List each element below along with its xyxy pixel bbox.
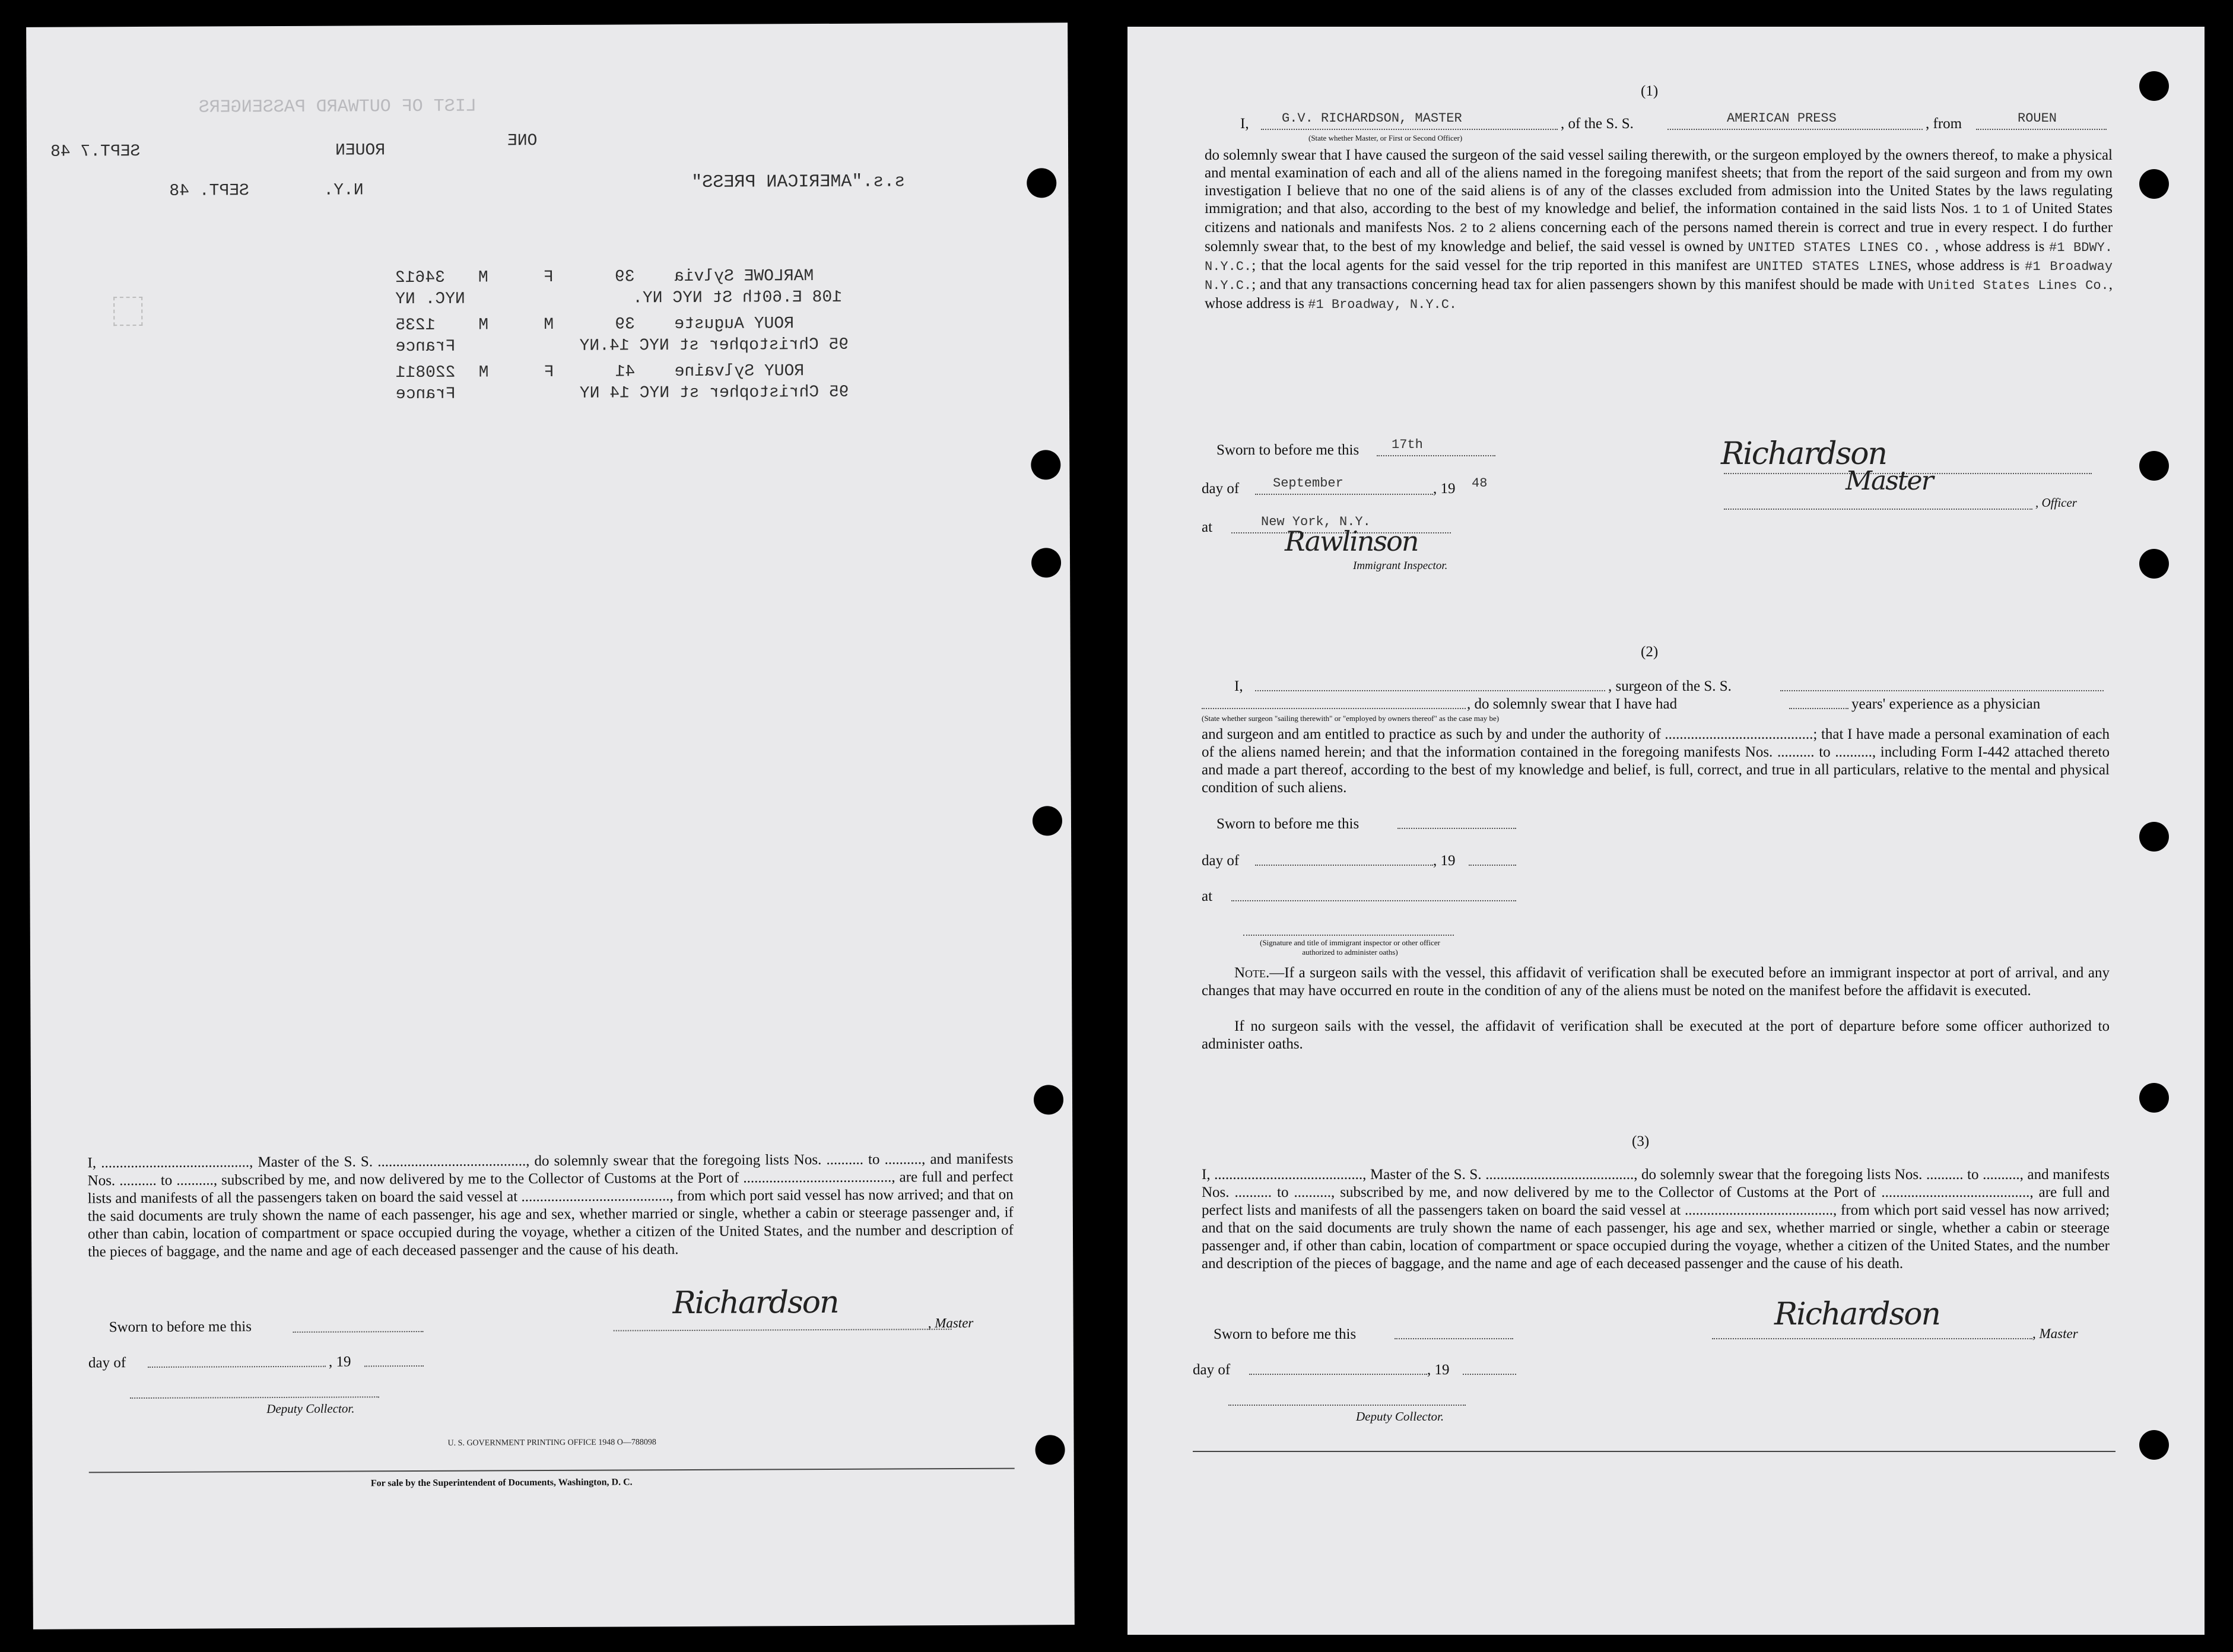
passenger-address: 95 Christopher st NYC 14.NY (579, 335, 849, 355)
passenger-number: 1235 (395, 316, 436, 335)
s1-sworn-label: Sworn to before me this (1216, 442, 1360, 458)
s1-of-ss: , of the S. S. (1561, 116, 1634, 132)
passenger-sex: F (543, 268, 554, 287)
s1-at-label: at (1202, 519, 1213, 535)
binder-hole (2139, 549, 2169, 579)
s2-surgeon-label: , surgeon of the S. S. (1608, 678, 1732, 694)
right-page (1127, 27, 2205, 1635)
passenger-destination: France (395, 385, 456, 404)
s1-agents-text: that the local agents for the said vessel for the trip reported in this manifest are (1261, 258, 1751, 274)
bottom-rule (89, 1468, 1015, 1473)
s1-manifests-from: 2 (1459, 221, 1468, 236)
left-sworn-line (293, 1331, 424, 1333)
binder-hole (2139, 1083, 2169, 1113)
s2-at-label: at (1202, 888, 1213, 904)
section-2-number: (2) (1641, 644, 1659, 660)
section-1-number: (1) (1641, 83, 1659, 99)
s1-state-caption: (State whether Master, or First or Second Officer) (1308, 134, 1463, 142)
s1-manifests-to: 2 (1488, 221, 1497, 236)
s1-manifests-to-label: to (1472, 220, 1484, 236)
s1-headtax-text: ; and that any transactions concerning head tax for alien passengers shown by this manifest should be made with (1252, 277, 1924, 293)
s1-headtax-address: #1 Broadway, N.Y.C. (1308, 297, 1457, 312)
binder-hole (1031, 450, 1060, 479)
passenger-list (395, 266, 989, 404)
s1-day-of-label: day of (1202, 481, 1240, 497)
s1-para-c-text: aliens concerning each of the persons named therein is correct and true in every respect. I do further solemnly swear that, to the best of my knowledge and belief, the said vessel is owned by (1205, 220, 2113, 255)
passenger-name: ROUY Sylvaine (674, 362, 805, 382)
s2-years-line (1789, 708, 1848, 709)
s1-inspector-signature: Rawlinson (1285, 525, 1418, 557)
s1-owner-address: #1 BDWY. N.Y.C. (1205, 240, 2113, 274)
s2-state-caption: (State whether surgeon "sailing therewith" or "employed by owners thereof" as the case may be) (1202, 714, 1500, 723)
binder-hole (2139, 822, 2169, 852)
s3-master-line (1712, 1338, 2032, 1339)
s1-master-line (1261, 129, 1558, 130)
s1-month: September (1273, 476, 1343, 491)
passenger-sex: F (544, 363, 554, 382)
s2-note-label: Note. (1234, 965, 1270, 981)
passenger-age: 41 (615, 363, 636, 382)
binder-hole (1027, 168, 1056, 198)
s1-owner: UNITED STATES LINES CO. (1748, 240, 1931, 255)
left-year-label: , 19 (328, 1354, 351, 1370)
s2-years-label: years' experience as a physician (1851, 696, 2041, 712)
s1-from-line (1976, 129, 2107, 130)
for-sale-note: For sale by the Superintendent of Documents, Washington, D. C. (370, 1477, 633, 1489)
binder-hole (2139, 71, 2169, 101)
left-deputy-line (130, 1396, 379, 1399)
passenger-sex: M (544, 315, 554, 335)
s1-lists-to: 1 (2002, 202, 2010, 217)
s1-ship-line (1667, 129, 1923, 130)
binder-hole (2139, 1430, 2169, 1460)
passenger-number: 34612 (395, 268, 446, 288)
left-oath-text: I, ........................................, Master of the S. S. ........................................, do solemnly swear that the foregoing lists Nos. .......... to .........., and manifests Nos. .......... to .........., subscribed by me, and now delivered by me to the Collector of Customs at the Port of ........................................, are full and perfect lists and manifests of all the passengers taken on board the said vessel at ........................................, from which port said vessel has now arrived; and that on the said documents are truly shown the name of each passenger, his age and sex, whether married or single, whether a cabin or steerage passenger and, if other than cabin, location of compartment or space occupied during the voyage, whether a citizen of the United States, and the number and description of the pieces of baggage, and the name and age of each deceased passenger and the cause of his death. (87, 1151, 1014, 1260)
s2-ship-line (1780, 690, 2104, 691)
ghost-header-line1: LIST OF OUTWARD PASSENGERS (198, 96, 477, 118)
right-bottom-rule (1193, 1451, 2116, 1452)
s3-year-label: , 19 (1427, 1362, 1450, 1378)
s2-day-line (1255, 865, 1433, 866)
s1-owner-address-label: , whose address is (1935, 239, 2045, 255)
s2-year-line (1469, 865, 1516, 866)
s1-para-a-text: do solemnly swear that I have caused the surgeon of the said vessel sailing therewith, or the surgeon employed by the owners thereof, to make a physical and mental examination of each and all of the aliens named in the foregoing manifest sheets; that from the report of the said surgeon and from my own investigation I believe that no one of the said aliens is of any of the classes excluded from admission into the United States by the laws regulating immigration; and that also, according to the best of my knowledge and belief, the information contained in the said lists Nos. (1205, 147, 2113, 217)
s3-oath-text: I, ........................................, Master of the S. S. ........................................, do solemnly swear that the foregoing lists Nos. .......... to .........., and manifests Nos. .......... to .........., subscribed by me, and now delivered by me to the Collector of Customs at the Port of ........................................, are full and perfect lists and manifests of all the passengers taken on board the said vessel at ........................................, from which port said vessel has now arrived; and that on the said documents are truly shown the name of each passenger, his age and sex, whether married or single, whether a cabin or steerage passenger and, if other than cabin, location of compartment or space occupied during the voyage, whether a citizen of the United States, and the number and description of the pieces of baggage, and the name and age of each deceased passenger and the cause of his death. (1202, 1167, 2110, 1272)
s3-sworn-line (1395, 1338, 1513, 1339)
passenger-name: MARLOWE Sylvia (674, 267, 814, 287)
binder-hole (1033, 806, 1062, 835)
left-master-line (614, 1329, 952, 1331)
s2-note-1-text: —If a surgeon sails with the vessel, this affidavit of verification shall be executed before an immigrant inspector at port of arrival, and any changes that may have occurred en route in the condition of any of the aliens must be noted on the manifest before the affidavit is executed. (1202, 965, 2110, 999)
binder-hole (1035, 1435, 1065, 1464)
ghost-date-top: SEPT.7 48 (50, 142, 141, 161)
s2-at-line (1231, 900, 1516, 901)
s2-sailing-line (1202, 708, 1466, 709)
binder-hole (1031, 548, 1061, 577)
ghost-ship-name: s.s."AMERICAN PRESS" (691, 171, 906, 193)
s1-from-port: ROUEN (2018, 111, 2057, 126)
s1-agents: UNITED STATES LINES (1755, 259, 1908, 274)
binder-hole (1034, 1085, 1063, 1114)
left-day-of-label: day of (88, 1355, 126, 1371)
s1-lists-to-label: to (1986, 201, 1997, 217)
passenger-age: 39 (614, 268, 635, 287)
s1-headtax-address-label: , whose address is (1205, 277, 2113, 312)
s1-place: New York, N.Y. (1261, 514, 1371, 529)
s1-from-label: , from (1926, 116, 1962, 132)
s1-para-a: do solemnly swear that I have caused the surgeon of the said vessel sailing therewith, or the surgeon employed by the owners thereof, to make a physical and mental examination of each and all of the aliens named in the foregoing manifest sheets; that from the report of the said surgeon and from my own investigation I believe that no one of the said aliens is of any of the classes excluded from admission into the United States by the laws regulating immigration; and that also, according to the best of my knowledge and belief, the information contained in the said lists Nos. 1 to 1 of United States citizens and nationals and manifests Nos. 2 to 2 aliens concerning each of the persons named therein is correct and true in every respect. I do further solemnly swear that, to the best of my knowledge and belief, the said vessel is owned by UNITED STATES LINES CO. , whose address is #1 BDWY. N.Y.C.; that the local agents for the said vessel for the trip reported in this manifest are UNITED STATES LINES, whose address is #1 Broadway N.Y.C.; and that any transactions concerning head tax for alien passengers shown by this manifest should be made with United States Lines Co., whose address is #1 Broadway, N.Y.C. (1205, 147, 2113, 312)
passenger-age: 39 (615, 315, 635, 334)
s2-name-line (1255, 690, 1605, 691)
s1-headtax-with: United States Lines Co. (1927, 278, 2109, 293)
left-year-line (364, 1365, 424, 1367)
left-day-line (148, 1366, 326, 1368)
binder-hole (2139, 451, 2169, 481)
s1-sworn-day: 17th (1392, 437, 1423, 452)
s1-month-line (1255, 494, 1433, 495)
s2-year-label: , 19 (1433, 853, 1456, 869)
s3-deputy-line (1228, 1405, 1466, 1406)
passenger-status: M (478, 363, 489, 382)
s3-master-signature: Richardson (1774, 1297, 1940, 1332)
s2-sworn-label: Sworn to before me this (1216, 816, 1360, 832)
passenger-destination: NYC. NY (395, 290, 465, 309)
passenger-address: 108 E.60th St NYC NY. (633, 288, 843, 308)
s2-swear-label: , do solemnly swear that I have had (1467, 696, 1678, 712)
passenger-address: 95 Christopher st NYC 14 NY (579, 383, 849, 403)
s1-officer-signature: Master (1846, 466, 1933, 496)
s1-agents-address-label: whose address is (1916, 258, 2020, 274)
s2-sworn-line (1397, 828, 1516, 829)
s2-prefix: I, (1234, 678, 1243, 694)
s3-deputy-label: Deputy Collector. (1356, 1409, 1444, 1424)
passenger-status: M (478, 268, 488, 287)
s1-ship-name: AMERICAN PRESS (1727, 111, 1837, 126)
s3-master-label: , Master (2032, 1326, 2078, 1341)
s3-day-line (1249, 1374, 1427, 1375)
left-master-label: , Master (927, 1315, 974, 1331)
s2-sig-caption: (Signature and title of immigrant inspector or other officer authorized to administer oaths) (1260, 938, 1440, 957)
s2-note-1 (1202, 964, 2110, 1000)
binder-hole (2139, 169, 2169, 199)
left-sworn-label: Sworn to before me this (109, 1319, 252, 1336)
printing-office: U. S. GOVERNMENT PRINTING OFFICE 1948 O—788098 (447, 1438, 656, 1448)
left-page (26, 23, 1075, 1629)
s1-sworn-line (1377, 455, 1495, 456)
s1-agents-address: #1 Broadway N.Y.C. (1205, 259, 2113, 293)
passenger-name: ROUY Auguste (674, 314, 795, 334)
s3-year-line (1463, 1374, 1516, 1375)
s3-sworn-label: Sworn to before me this (1214, 1326, 1357, 1342)
s1-prefix: I, (1240, 116, 1249, 132)
s1-officer-line (1724, 509, 2032, 510)
ghost-port-rouen: ROUEN (335, 141, 386, 160)
s2-sig-line (1243, 935, 1454, 936)
passenger-destination: France (395, 337, 456, 357)
s1-lists-from: 1 (1972, 202, 1981, 217)
left-deputy-label: Deputy Collector. (266, 1401, 355, 1416)
s2-para: and surgeon and am entitled to practice as such by and under the authority of ........................................; that I have made a personal examination of each of the aliens named herein; and that the information contained in the foregoing manifests Nos. .......... to .........., including Form I-442 attached thereto and made a part thereof, according to the best of my knowledge and belief, is full, correct, and true in all particulars, relative to the mental and physical condition of such aliens. (1202, 726, 2110, 796)
stamp-mark (113, 297, 142, 326)
s1-master-name: G.V. RICHARDSON, MASTER (1282, 111, 1462, 126)
section-3-number: (3) (1632, 1133, 1650, 1149)
s3-day-of-label: day of (1193, 1362, 1231, 1378)
s1-year-prefix: , 19 (1433, 481, 1456, 497)
s1-year: 48 (1472, 476, 1488, 491)
left-master-signature: Richardson (672, 1284, 838, 1321)
s2-day-of-label: day of (1202, 853, 1240, 869)
ghost-port-ny: N.Y. (323, 181, 364, 200)
ghost-date-second: SEPT. 48 (169, 182, 249, 201)
passenger-number: 220811 (395, 363, 456, 383)
s1-inspector-label: Immigrant Inspector. (1353, 560, 1448, 572)
s2-note-2: If no surgeon sails with the vessel, the affidavit of verification shall be executed at the port of departure before some officer authorized to administer oaths. (1202, 1018, 2110, 1052)
s1-master-signature: Richardson (1721, 436, 1887, 472)
s1-officer-label: , Officer (2035, 495, 2077, 510)
s1-para-b-text: of United States citizens and nationals and manifests Nos. (1205, 201, 2113, 236)
ghost-count: ONE (507, 132, 538, 151)
passenger-status: M (478, 316, 489, 335)
